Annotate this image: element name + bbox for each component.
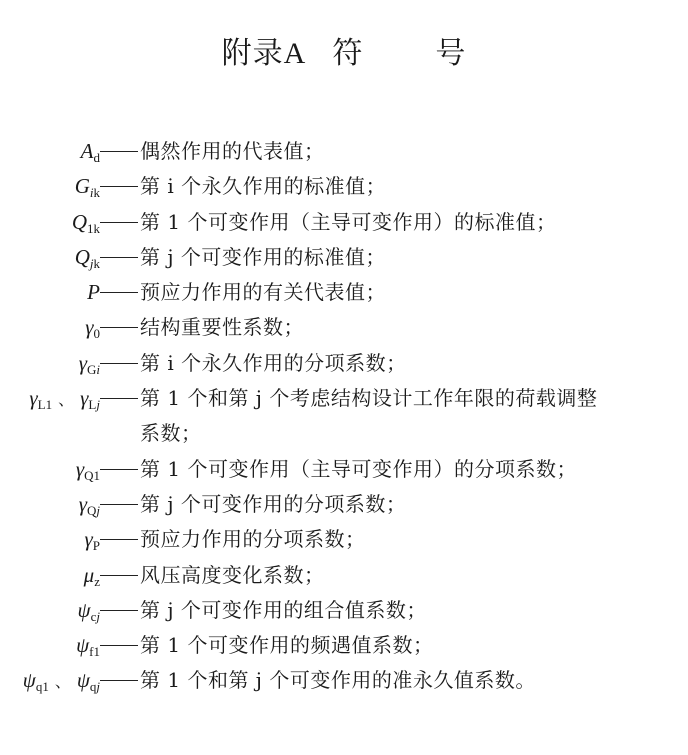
definition: 第 i 个永久作用的分项系数； [140,350,407,375]
symbol: $\psi_{f1}$ [76,633,100,660]
symbol: P [87,280,100,305]
definition: 第 1 个和第 j 个考虑结构设计工作年限的荷载调整 [140,386,598,411]
dash-divider [100,504,138,505]
symbol: $\gamma_{L1}$ 、 $\gamma_{Lj}$ [29,386,100,413]
dash-divider [100,151,138,152]
dash-divider [100,680,138,681]
dash-divider [100,539,138,540]
dash-divider [100,575,138,576]
definition-continuation: 系数； [140,421,202,446]
list-item [0,558,688,593]
dash-divider [100,398,138,399]
definition: 偶然作用的代表值； [140,139,325,163]
definition: 第 j 个可变作用的分项系数； [140,491,407,516]
list-item [0,310,688,345]
list-item [0,663,688,698]
symbol: $Q_{jk}$ [74,244,100,271]
dash-divider [100,363,138,364]
list-item [0,346,688,381]
symbol: $\gamma_0$ [85,315,100,342]
dash-divider [100,292,138,293]
dash-divider [100,327,138,328]
definition: 第 i 个永久作用的标准值； [140,174,387,199]
title-letter: A [283,37,307,70]
dash-divider [100,469,138,470]
dash-divider [100,645,138,646]
definition: 预应力作用的分项系数； [140,527,366,552]
list-item [0,134,688,169]
symbol: $\psi_{cj}$ [77,597,100,624]
definition: 第 1 个和第 j 个可变作用的准永久值系数。 [140,668,536,693]
definition: 第 1 个可变作用的频遇值系数； [140,633,434,658]
dash-divider [100,186,138,187]
symbol: $\gamma_{Qj}$ [78,491,100,518]
symbol: $\gamma_{Q1}$ [75,456,100,483]
dash-divider [100,610,138,611]
list-item [0,240,688,275]
list-item [0,522,688,557]
title-word-2: 号 [435,36,467,71]
title-word-1: 符 [332,36,364,71]
symbol: $G_{ik}$ [74,174,100,201]
list-item [0,452,688,487]
definition: 第 j 个可变作用的组合值系数； [140,597,427,622]
list-item [0,593,688,628]
definition: 结构重要性系数； [140,315,304,340]
definition: 第 1 个可变作用（主导可变作用）的分项系数； [140,456,577,481]
symbol: $Q_{1k}$ [71,209,100,236]
symbol: $\psi_{q1}$ 、 $\psi_{qj}$ [22,668,100,695]
symbol: $A_d$ [80,139,100,165]
dash-divider [100,222,138,223]
page-title [0,34,688,74]
list-item-continuation [0,416,688,451]
list-item [0,205,688,240]
symbol: $\gamma_{Gi}$ [78,350,100,377]
definition: 风压高度变化系数； [140,562,325,587]
list-item [0,169,688,204]
symbol: $\mu_z$ [83,562,100,589]
definition: 预应力作用的有关代表值； [140,280,386,305]
list-item [0,275,688,310]
symbol-list [0,134,688,699]
list-item [0,381,688,416]
definition: 第 j 个可变作用的标准值； [140,244,386,269]
symbol: $\gamma_P$ [84,527,100,554]
list-item [0,487,688,522]
definition: 第 1 个可变作用（主导可变作用）的标准值； [140,209,557,234]
dash-divider [100,257,138,258]
list-item [0,628,688,663]
title-prefix: 附录 [221,36,284,71]
